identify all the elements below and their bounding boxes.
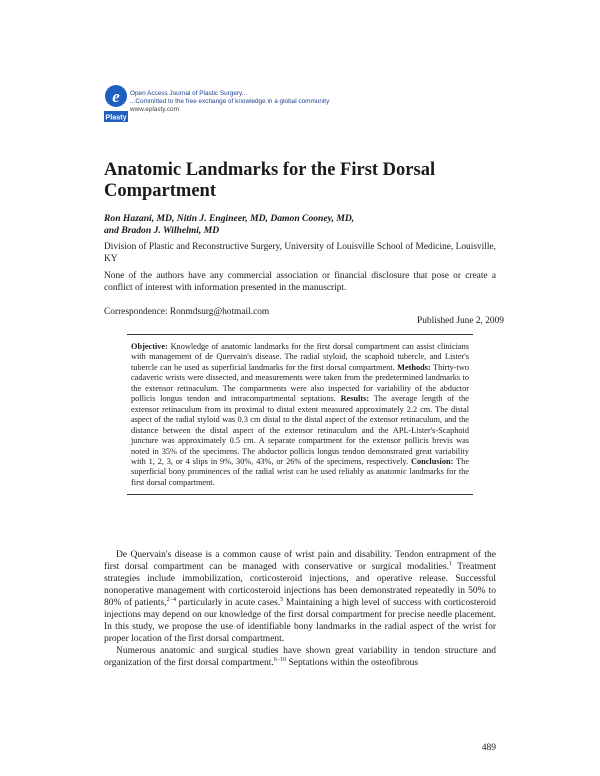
article-body [104,549,496,669]
p2-text-b: Septations within the osteofibrous [286,658,419,669]
methods-label: Methods: [397,362,431,372]
body-paragraph-2 [104,645,496,669]
article-title: Anatomic Landmarks for the First Dorsal Compartment [104,160,436,201]
disclosure-statement: None of the authors have any commercial association or financial disclosure that pose or create a conflict of interest with information presented in the manuscript. [104,271,496,293]
results-text: The average length of the extensor retinaculum from its proximal to distal extent measured approximately 2.2 cm. The distal aspect of the radial styloid was 0.3 cm distal to the distal aspect of the extensor retinaculum, and the distance between the distal aspect of the extensor retinaculum and the APL-Lister's-Scaphoid juncture was approximately 0.5 cm. A separate compartment for the extensor pollicis brevis was noted in 35% of the specimens. The abductor pollicis longus tendon demonstrated great variability with 1, 2, 3, or 4 slips in 9%, 30%, 43%, or 26% of the specimens, respectively. [131,394,469,466]
published-date: Published June 2, 2009 [417,316,504,326]
journal-name: Open Access Journal of Plastic Surgery... [130,90,248,97]
journal-tagline: ...Committed to the free exchange of knowledge in a global community [130,98,330,105]
citation-ref[interactable]: 2−4 [166,597,176,604]
correspondence: Correspondence: Ronmdsurg@hotmail.com [104,307,270,317]
logo-word: Plasty [105,112,127,122]
authors-line-2: and Bradon J. Wilhelmi, MD [104,225,220,236]
journal-header [130,90,329,114]
abstract-text [131,342,469,488]
conclusion-label: Conclusion: [410,456,454,466]
p2-text-a: Numerous anatomic and surgical studies have shown great variability in tendon structure and organization of the first dorsal compartment. [104,646,496,669]
eplasty-logo [104,81,128,129]
citation-ref[interactable]: 5 [280,597,284,604]
objective-label: Objective: [131,342,168,351]
results-label: Results: [340,394,370,404]
p1-text-a: De Quervain's disease is a common cause of wrist pain and disability. Tendon entrapment of the first dorsal compartment can be managed with conservative or surgical modalities. [104,550,496,573]
p1-text-b: Treatment strategies include immobilization, corticosteroid injections, and operative release. Successful nonoperative management with corticosteroid injections has been demonstrated repeatedly in 50% to 80% of patients, [104,562,497,609]
author-list [104,213,504,237]
objective-text: Knowledge of anatomic landmarks for the first dorsal compartment can assist clinicians with management of de Quervain's disease. The radial styloid, the scaphoid tubercle, and Lister's tubercle can be used as superficial landmarks for the first dorsal compartment. [131,342,469,372]
affiliation: Division of Plastic and Reconstructive Surgery, University of Louisville School of Medicine, Louisville, KY [104,242,496,264]
logo-letter: e [112,87,120,106]
p1-text-c: particularly in acute cases. [175,598,281,609]
authors-line-1: Ron Hazani, MD, Nitin J. Engineer, MD, Damon Cooney, MD, [104,213,355,224]
methods-text: Thirty-two cadaveric wrists were dissected, and measurements were taken from the predetermined landmarks to the extensor retinaculum. The compartments were also inspected for variability of the abductor pollicis longus tendon and intracompartmental septations. [131,362,469,404]
conclusion-text: The superficial bony prominences of the radial wrist can be used reliably as anatomic landmarks for the first dorsal compartment. [131,456,470,487]
journal-url[interactable]: www.eplasty.com [130,106,179,113]
page-number: 489 [481,743,496,753]
abstract-box [127,334,473,495]
citation-ref[interactable]: 6−10 [273,657,287,664]
p1-text-d: Maintaining a high level of success with corticosteroid injections may depend on our knowledge of the first dorsal compartment for precise needle placement. In this study, we propose the use of identifiable bony landmarks in the radial aspect of the wrist for proper location of the first dorsal compartment. [104,598,496,645]
citation-ref[interactable]: 1 [448,560,452,567]
body-paragraph-1 [104,549,496,645]
